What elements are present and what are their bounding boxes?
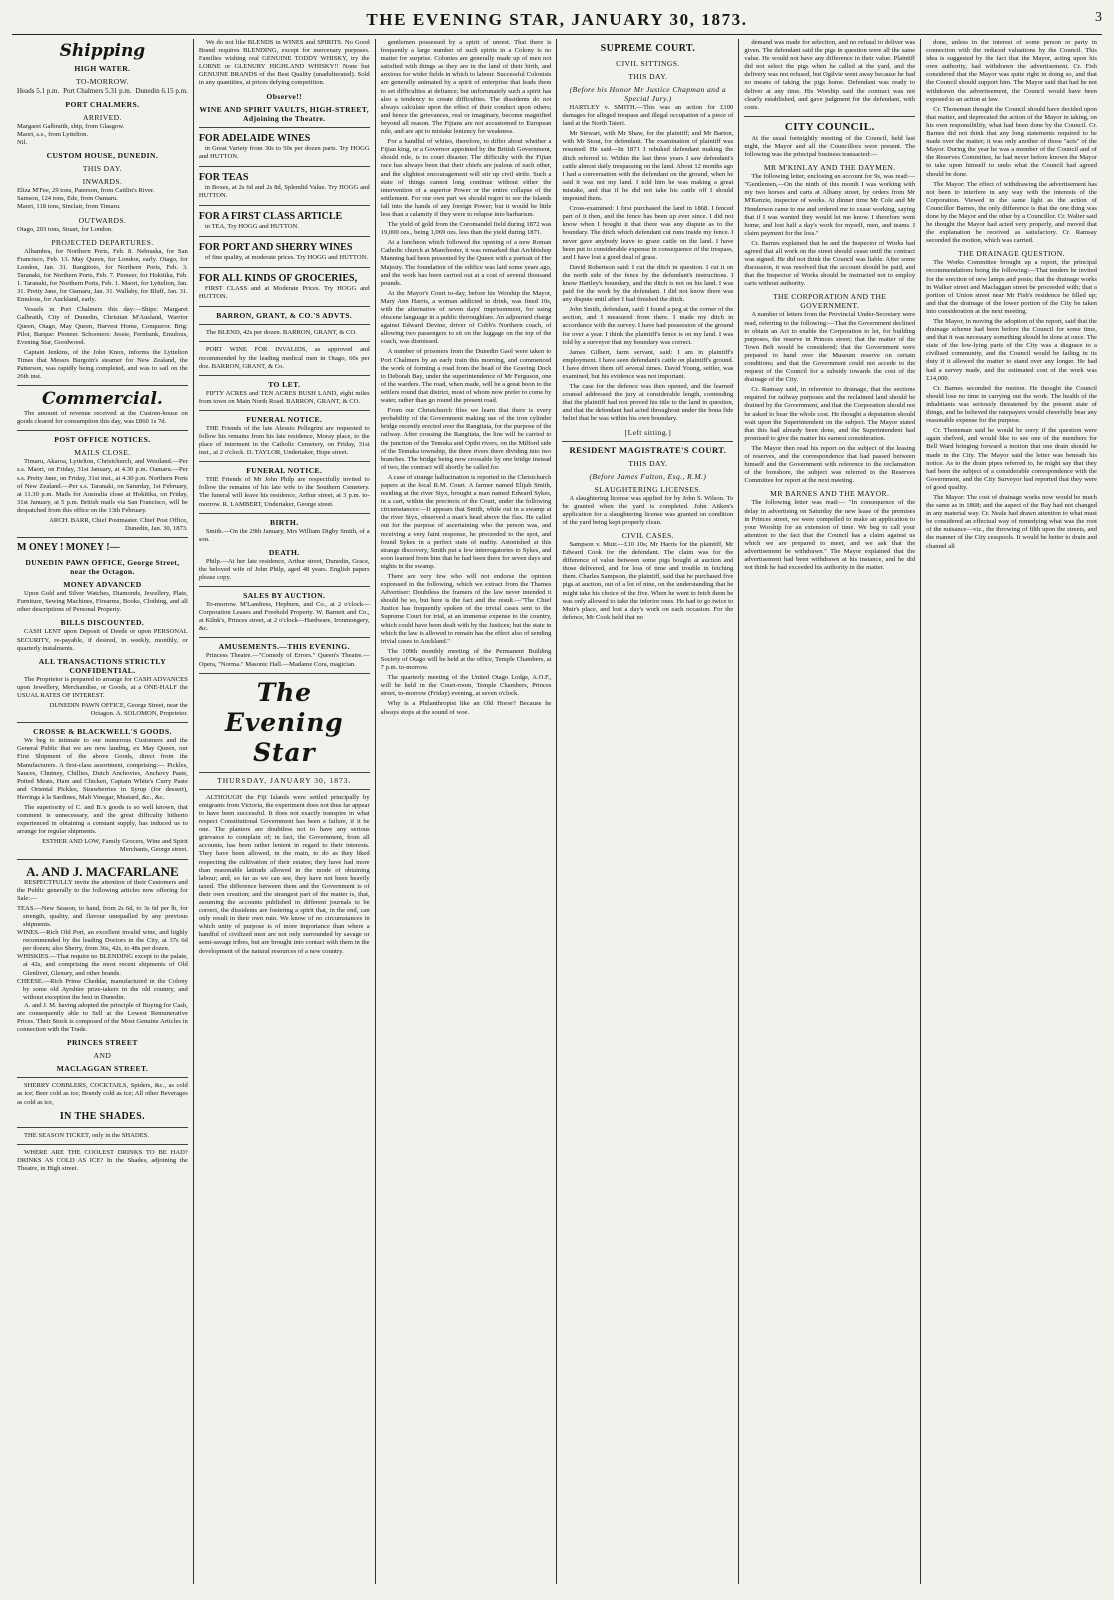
outwards-item: Otago, 203 tons, Stuart, for London. xyxy=(17,225,113,233)
article-text: The Mayor: The cost of drainage works now would be much the same as in 1868; and the aspect of the Bay had not changed in any material way. Cr. Neale had drawn attention to what must be considered an effectual way of remedying what was the root of the nuisance—viz., the throwing of filth upon the streets, and the manner of the City cesspools. It would be better to drain and channel all xyxy=(926,493,1097,550)
drainage-label: THE DRAINAGE QUESTION. xyxy=(958,249,1065,259)
shades-heading: IN THE SHADES. xyxy=(59,1110,145,1122)
article-text: John Smith, defendant, said: I found a peg at the corner of the section, and I measured from there. I made my ditch in accordance with the survey. I have had possession of the ground for over a year. I think the plaintiff's fence is on my land. I was told by a surveyor that my boundary was correct. xyxy=(562,306,734,346)
columns xyxy=(12,39,1102,1584)
column-1 xyxy=(12,39,194,1584)
hogg-ad xyxy=(199,241,370,263)
masthead-title: THE EVENING STAR, JANUARY 30, 1873. xyxy=(366,10,748,29)
rmc-heading: RESIDENT MAGISTRATE'S COURT. xyxy=(569,444,727,455)
hogg-text: We do not like BLENDS in WINES and SPIRITS. No Good Brand requires BLENDING, except for mercenary purposes. Families wishing real GENUINE TODDY WHISKY, try the LORNE or GLENURY HIGHLAND WHISKY!! None but GENUINE BRANDS of the Best Quality (unadulterated). Sold in any quantities, at prices defying competition. xyxy=(198,39,370,87)
inwards-item: Maori, 118 tons, Sinclair, from Timaru. xyxy=(17,203,121,211)
civil-sittings-label: CIVIL SITTINGS. xyxy=(616,59,680,68)
custom-house-heading: CUSTOM HOUSE, DUNEDIN. xyxy=(46,151,159,161)
ad-body: of fine quality, at moderate prices. Try HOGG and HUTTON. xyxy=(204,254,368,262)
hogg-ad xyxy=(199,210,370,232)
divider xyxy=(199,127,370,128)
article-text: The following letter, enclosing an account for 9s, was read:— "Gentlemen,—On the ninth of this month I was working with my two horses and carts at Albany street, by orders from Mr M'Kenzie, inspector of works. At dinner time Mr Cole and Mr Henderson came to me and ordered me to cease working, saying that if I was wanted they would let me know. I therefore went home, and lost half a day's work for myself, men, and teams. I claim payment for the loss." xyxy=(744,173,916,237)
page-number: 3 xyxy=(1095,10,1102,25)
council-intro: At the usual fortnightly meeting of the Council, held last night, the Mayor and all the Councillors were present. The following was the principal business transacted:— xyxy=(744,134,916,159)
article-text: Cr. Thoneman said he would be sorry if the question were again shelved, and would like to see one of the members for Bell Ward bringing forward a motion that one drain should be made in the City. The Mayor said the letter was beneath his notice. As to the drain pipes referred to, he might say that they had been the subject of a considerable correspondence with the Government, and the City Surveyor had reported that they were of good quality. xyxy=(926,427,1097,491)
macfarlane-text: RESPECTFULLY invite the attention of their Customers and the Public generally to the following articles now offering for Sale:— xyxy=(17,878,188,902)
article-text: The Mayor: The effect of withdrawing the advertisement has not been to interfere in any way with the interests of the Corporation. Viewed in the same light as the action of Councillor Barnes, the only difference is that the one thing was done by the Mayor and the other by a Councillor. Cr. Walter said he thought the Mayor had acted very properly, and moved that the explanation be received as satisfactory. Cr. Ramsay seconded the motion, which was carried. xyxy=(926,180,1097,245)
city-council-heading: CITY COUNCIL. xyxy=(784,120,875,133)
government-label: THE CORPORATION AND THE GOVERNMENT. xyxy=(772,292,887,311)
maclaggan-street-label: MACLAGGAN STREET. xyxy=(56,1064,149,1074)
sales-text: To-morrow. M'Landress, Hepburn, and Co., at 2 o'clock—Corporation Leases and Freehold Property. W. Barnett and Co., at Kilnk's, Princes street, at 2 o'clock—Hardware, Ironmongery, &c. xyxy=(198,601,370,633)
outwards-label: OUTWARDS. xyxy=(78,215,127,225)
divider xyxy=(744,116,915,117)
ad-heading: FOR ALL KINDS OF GROCERIES, xyxy=(198,273,358,285)
column-4 xyxy=(557,39,739,1584)
divider xyxy=(199,789,370,790)
ad-body: FIRST CLASS and at Moderate Prices. Try HOGG and HUTTON. xyxy=(198,285,370,301)
newspaper-logo: The Evening Star xyxy=(225,677,344,767)
divider xyxy=(17,1127,188,1128)
article-text: The Mayor, in moving the adoption of the report, said that the drainage scheme had been before the Council for some time, and that it was necessary something should be done at once. The state of the low-lying parts of the City was a disgrace to a civilised community, and the Council would be failing in its duty if it allowed the matter to stand over any longer. He had had a survey made, and the estimated cost of the work was £14,000. xyxy=(926,318,1097,382)
divider xyxy=(17,1077,188,1078)
arrivals-list xyxy=(17,123,188,147)
dateline: THURSDAY, JANUARY 30, 1873. xyxy=(217,775,352,785)
article-text: Cr. Thoneman thought the Council should have decided upon that matter, and deprecated the action of the Mayor in taking, on his own responsibility, what had been done by the Council. Cr. Barnes did not think that any long statements required to be made over the matter; it was only another of those "acts" of the Mayor. During the year he was a member of the Council and of the Reserves Committee, he had never before known the Mayor to take upon himself to undo what the Council had agreed should be done. xyxy=(926,105,1097,178)
shipping-heading: Shipping xyxy=(59,41,146,61)
article-text: The following letter was read:— "In consequence of the delay in advertising on Saturday the new lease of the premises in Princes street, we were compelled to make an application to your Worship for an extension of time. We beg to call your attention to the fact that the Council has a claim against us which we are prepared to meet, and we ask that the advertisement be withdrawn." The Mayor explained that the advertisement had been withdrawn at his instance, and he did not think he had exceeded his authority in the matter. xyxy=(744,499,916,572)
wine-vaults-label: WINE AND SPIRIT VAULTS, HIGH-STREET, Adjoining the Theatre. xyxy=(199,104,370,123)
article-text: The Mayor then read his report on the subject of the leasing of reserves, and the correspondence that had passed between himself and the Government with reference to the reclamation of the foreshore, the subject was referred to the Reserves Committee for report at the next meeting. xyxy=(744,444,916,485)
rmc-before-label: (Before James Fulton, Esq., R.M.) xyxy=(589,471,707,481)
hogg-ad xyxy=(199,132,370,162)
projected-label: PROJECTED DEPARTURES. xyxy=(51,237,154,247)
inwards-item: Eliza M'Fee, 29 tons, Paterson, from Caitlin's River. xyxy=(17,187,155,195)
proprietor-text: The Proprietor is prepared to arrange for CASH ADVANCES upon Jewellery, Merchandise, or Goods, at a ONE-HALF the USUAL RATES OF INTEREST. xyxy=(17,675,188,699)
divider xyxy=(17,537,188,538)
this-day-label: THIS DAY. xyxy=(82,164,122,174)
funeral-heading: FUNERAL NOTICE. xyxy=(246,414,323,424)
notice-text: Captain Jenkins, of the John Knox, informs the Lyttelton Times that Messrs Burgoin's steamer for New Zealand, the Patterson, was rapidly being completed, and was to sail on the 26th inst. xyxy=(17,348,188,381)
tide-heads: Heads 5.1 p.m. xyxy=(17,87,60,95)
divider xyxy=(199,236,370,237)
divider xyxy=(562,441,733,442)
article-text: done, unless in the interest of some person or party in connection with the reduced valuations by the Council. This idea is suggested by the fact that the Mayor, acting upon his own authority, had withdrawn the advertisement. Cr. Fish considered that the Mayor was quite right in doing so, and that the Council should support him. The Mayor said that had he not withdrawn the advertisement, the Council would have been exposed to an action at law. xyxy=(926,39,1097,103)
slaughter-label: SLAUGHTERING LICENSES. xyxy=(594,484,702,494)
divider xyxy=(17,859,188,860)
macfarlane-items xyxy=(17,905,188,1002)
money-advanced-label: MONEY ADVANCED xyxy=(63,580,142,590)
death-text: Philp.—At her late residence, Arthur street, Dunedin, Grace, the beloved wife of John Philp, aged 48 years. English papers please copy. xyxy=(198,557,370,581)
article-text: gentlemen possessed by a spirit of unrest. That there is frequently a large number of such spirits in a Colony is no matter for surprise. Colonies are generally made up of men not satisfied with things as they are in the land of their birth, and anxious for wider fields in which to labour. Successful Colonists are generally animated by a spirit of enterprise that leads them to set difficulties at defiance; but unfortunately such a spirit has also a tendency to create difficulties. The dissidents do not always calculate upon the effect of their conduct upon others; and hence the grievances, real or imaginary, become magnified beyond all reason. The Fijians are not accustomed to European rule, and are apt to mistake leniency for weakness. xyxy=(380,39,552,136)
article-text: Cr. Ramsay said, in reference to drainage, that the sections required for railway purposes and the reclaimed land should be drained by the Government, and that the Corporation should not be asked to bear the whole cost. He thought a deputation should wait upon the Superintendent on the subject. The Mayor stated that this had already been done, and the Superintendent had promised to give the matter his earnest consideration. xyxy=(744,386,916,442)
article-text: There are very few who will not endorse the opinion expressed in the following, which we extract from the Thames Advertiser: Doubtless the framers of the law never intended it should be so, but here is the fact and the result.—"The Chief Justice has frequently spoken of the trivial cases sent to the Supreme Court for trial, at an immense expense to the country, which could have been dealt with by the Justices; but the state in which the law is allowed to remain has the effect also of sending trivial cases to Auckland." xyxy=(380,573,552,645)
divider xyxy=(199,461,370,462)
pawn-office-label: DUNEDIN PAWN OFFICE, George Street, near the Octagon. xyxy=(25,558,180,577)
commercial-text: The amount of revenue received at the Custom-house on goods cleared for consumption this day, was £860 1s 7d. xyxy=(17,410,188,426)
article-text: A number of prisoners from the Dunedin Gaol were taken to Port Chalmers by an early train this morning, and commenced the work of forming a road from the head of the Graving Dock to Deborah Bay, under the superintendence of Mr Ferguson, one of the warders. The road, when made, will be a great boon to the settlers round that district, most of whom now prefer to come by water, rather than go round the present road. xyxy=(380,348,552,405)
article-text: James Gilbert, farm servant, said: I am in plaintiff's employment. I have seen defendant's cattle on plaintiff's ground. I have driven them off several times. David Young, settler, was examined, but his evidence was not important. xyxy=(562,348,734,380)
article-text: Mr Stewart, with Mr Shaw, for the plaintiff; and Mr Barton, with Mr Stout, for defendant. The examination of plaintiff was resumed: He said—In 1871 I rebuked defendant making the ditch referred to. Within the last three years I saw defendant's cattle almost daily trespassing on the land. About 12 months ago I had a conversation with the defendant on the ground, when he said it was not my land. I told him he was making a great mistake, and that if he did not take his cattle off I should impound them. xyxy=(562,130,734,203)
funeral-text: THE Friends of Mr John Philp are respectfully invited to follow the remains of his late wife to the Southern Cemetery. The funeral will leave his residence, Arthur street, at 3 p.m. to-morrow. R. LAMBERT, Undertaker, George street. xyxy=(198,476,370,508)
divider xyxy=(199,586,370,587)
macfarlane-text-2: A. and J. M. having adopted the principle of Buying for Cash, are consequently able to Sell at the Lowest Remunerative Prices. Their Stock is composed of the Most Genuine Articles in connection with the Trade. xyxy=(17,1001,188,1034)
rmc-day-label: THIS DAY. xyxy=(628,458,668,468)
ad-heading: FOR A FIRST CLASS ARTICLE xyxy=(198,210,343,222)
macfarlane-item: WINES.—Rich Old Port, an excellent invalid wine, and highly recommended by the leading Doctors in the City, at 37s 6d per dozen; also Sherry, from 36s, 42s, to 48s per dozen. xyxy=(17,929,188,953)
pawn-signature: DUNEDIN PAWN OFFICE, George Street, near the Octagon. A. SOLOMON, Proprietor. xyxy=(49,702,188,718)
post-signature: ARCH. BARR, Chief Postmaster. Chief Post Office, Dunedin, Jan. 30, 1873. xyxy=(49,517,188,533)
season-text: THE SEASON TICKET, only in the SHADES. xyxy=(24,1131,150,1139)
ad-heading: FOR ADELAIDE WINES xyxy=(198,132,311,144)
amusements-heading: AMUSEMENTS.—THIS EVENING. xyxy=(218,642,350,652)
macfarlane-heading: A. AND J. MACFARLANE xyxy=(26,863,179,879)
sales-heading: SALES BY AUCTION. xyxy=(243,591,326,601)
supreme-court-heading: SUPREME COURT. xyxy=(600,43,696,54)
article-text: The 109th monthly meeting of the Permanent Building Society of Otago will be held at the office, Temple Chambers, at 7 p.m. to-morrow. xyxy=(380,647,552,672)
article-text: The Works Committee brought up a report, the principal recommendations being the following:—That tenders be invited for the erection of new lamps and posts; that the drainage works in Walker street and Maclaggan street be proceeded with; that a portion of Union street near Mr Fish's residence be filled up; and that the drainage of the lower portion of the City be taken into consideration at the next meeting. xyxy=(926,259,1097,315)
divider xyxy=(199,205,370,206)
crosse-text-2: The superiority of C. and B.'s goods is so well known, that comment is unnecessary, and the great difficulty hitherto experienced in obtaining a constant supply, has induced us to arrange for regular shipments. xyxy=(17,803,188,836)
article-text: For a handful of whites, therefore, to differ about whether a Fijian king, or a Governor appointed by the British Government, should rule, is to court disaster. The difficulty with the Fijian race has always been that their chiefs are jealous of each other, and the slightest encouragement will stir up civil strife. Such a state of things cannot long continue without either the intervention of a superior Power or the entire collapse of the settlement. For our own part we should regret to see the Islands fall into the hands of any foreign Power; but it would be little less than a calamity if they were to relapse into barbarism. xyxy=(380,138,552,218)
article-text: At a luncheon which followed the opening of a new Roman Catholic church at Manchester, it was remarked that Archbishop Manning had been presented by the Queen with a portrait of Her Majesty. The foundation of the edifice was laid some years ago, and the work has been carried out at a cost of several thousand pounds. xyxy=(380,239,552,287)
article-text: Cross-examined: I first purchased the land in 1868. I fenced part of it then, and the fence has been up ever since. I did not know when I bought it that there was any dispute as to the boundary. The ditch which defendant cut runs inside my fence. I never gave anybody leave to graze cattle on the land. I have been put to considerable expense in consequence of the trespass, and I have lost a good deal of grass. xyxy=(562,205,734,261)
funeral-text: THE Friends of the late Alessio Pellegrini are requested to follow his remains from his late residence, Moray place, to the place of interment in the Catholic Cemetery, on Friday, 31st inst., at 2 o'clock. D. TAYLOR, Undertaker, Hope street. xyxy=(198,424,370,457)
column-5 xyxy=(739,39,921,1584)
divider xyxy=(199,324,370,325)
high-water-heading: HIGH WATER. xyxy=(74,64,131,73)
commercial-heading: Commercial. xyxy=(42,389,163,410)
crosse-text: We beg to intimate to our numerous Customers and the General Public that we are now landing, ex May Queen, our First Shipment of the above Goods, direct from the Manufacturers. A first-class assortment, comprising:— Pickles, Sauces, Chutney, Chillies, Dutch Anchovies, Anchovy Paste, Potted Meats, Ham and Chicken, Captain White's Curry Paste and Oriental Pickles, Strawberries in Syrup (for dessert), Herrings à la Sardines, Malt Vinegar, Mustard, &c., &c. xyxy=(17,737,188,801)
amusements-text: Princess Theatre.—"Comedy of Errors." Queen's Theatre.—Opera, "Norma." Masonic Hall.—Madame Cora, magician. xyxy=(198,652,370,668)
inwards-item: Samson, 124 tons, Ede, from Oamaru. xyxy=(17,195,118,203)
leader-text: ALTHOUGH the Fiji Islands were settled principally by emigrants from Victoria, the experiment does not thus far appear to have been successful. It does not exactly transpire in what respect Constitutional Government has been a failure, if it be one. The planters are doubtless not to have any serious grievance to complain of; in fact, the Government, from all accounts, has been rather lenient in regard to their interests. They have been allowed, in the main, to do as they liked respecting the cultivation of their estates; they have had more than reasonable latitude allowed in the mode of obtaining labour; and, so far as we can see, they have not been heavily taxed. The difference between them and the Government is of their own creation; and the strangest part of the matter is, that, assuming the accounts published in different journals to be correct, the dissidents are fostering a spirit that, in the end, can only result in their own ruin. We know of no circumstances in which unity of purpose is of more importance than where a handful of civilized men are not only surrounded by savage or semi-savage tribes, but are brought into contact with them in the development of the natural resources of a new country. xyxy=(198,793,370,955)
tide-port-chalmers: Port Chalmers 5.31 p.m. xyxy=(63,87,132,95)
slaughter-text: A slaughtering license was applied for by John S. Wilson. To be granted when the yard is completed. John Aitken's application for a slaughtering license was granted on condition of the yard being kept properly clean. xyxy=(562,494,734,526)
civil-cases-label: CIVIL CASES. xyxy=(621,530,674,540)
macfarlane-item: TEAS.—New Season, to hand, from 2s 6d, to 3s 6d per lb, for strength, quality, and flavour unequalled by any previous shipments. xyxy=(17,904,188,928)
daymen-label: MR M'KINLAY AND THE DAYMEN. xyxy=(763,163,896,173)
before-label: (Before his Honor Mr Justice Chapman and a Special Jury.) xyxy=(569,85,727,103)
cash-text: CASH LENT upon Deposit of Deeds or upon PERSONAL SECURITY, re-payable, if desired, in weekly, monthly, or quarterly instalments. xyxy=(17,628,188,652)
divider xyxy=(199,306,370,307)
arrived-label: ARRIVED. xyxy=(82,113,122,122)
column-3 xyxy=(376,39,558,1584)
article-text: From our Christchurch files we learn that there is every probability of the Government making use of the iron cylinder bridge recently erected over the Rangitata, for the purpose of the railway. After crossing the Rangitata, the line will be carried to the junction of the Temuka and Opihi rivers, on the Milford side of the Temuka township, the three rivers there dividing into two branches. The bridge being now crossable by one bridge instead of two, the contract will shortly be called for. xyxy=(380,407,552,471)
article-text: David Robertson said: I cut the ditch in question. I cut it on the north side of the fence by the defendant's instructions. I know Hartley's boundary, and the ditch is not on his land. I was paid for the work by the defendant. I did not know there was any dispute until after I had finished the ditch. xyxy=(562,263,734,304)
article-text: Cr. Barnes explained that he and the Inspector of Works had agreed that all work on the street should cease until the contract was signed. He did not think the Council was liable. After some discussion, it was resolved that the account should be paid, and that the Inspector of Works should be instructed not to employ carts without authority. xyxy=(744,239,916,288)
divider xyxy=(199,513,370,514)
left-sitting-label: [Left sitting.] xyxy=(624,427,672,437)
observe-label: Observe!! xyxy=(266,91,303,101)
divider xyxy=(199,375,370,376)
post-text: Timaru, Akaroa, Lyttelton, Christchurch, and Westland.—Per s.s. Maori, on Friday, 31st January, at 4.30 p.m. Oamaru.—Per s.s. Pretty Jane, on Friday, 31st inst., at 4.30 p.m. Northern Ports of New Zealand.—Per s.s. Taranaki, on Saturday, 1st February, at 11.30 p.m. Mails for Australia close at Hokitika, on Friday, 31st January, at 5 p.m. British mails via San Francisco, will be despatched from this office on the 13th February. xyxy=(17,458,188,514)
arrival-item: Nil. xyxy=(17,139,28,147)
case-text: HARTLEY v. SMITH.—This was an action for £100 damages for alleged trespass and illegal occupation of a piece of land at the North Taieri. xyxy=(562,104,734,128)
ad-heading: FOR PORT AND SHERRY WINES xyxy=(198,242,353,254)
hogg-ad xyxy=(199,272,370,302)
civil-text: Sampson v. Muir.—£10 10s; Mr Harris for the plaintiff, Mr Edward Cook for the defendant. The claim was for the difference of value between some pigs bought at auction and those delivered, and for loss of time and trouble in fetching them. Charles Sampson, the plaintiff, said that he purchased five pigs at auction, out of a lot of nine, on the understanding that he might take his choice of the five. When he went to fetch them he was only allowed to take the inferior ones. He had to go twice to Muir's place, and lost a day's work on each occasion. For the defence, Mr Cook held that no xyxy=(562,540,734,621)
vessels-text: Vessels in Port Chalmers this day:—Ships: Margaret Galbraith, City of Dunedin, Christian M'Ausland, Warrior Queen, Otago, May Queen, Harvest Home, Conqueror. Brig: Pilot, Barque: Pioneer. Schooners: Jessie, Fernbank, Emulous, Evening Star, Goodwood. xyxy=(17,306,188,346)
blend-text: The BLEND, 42s per dozen. BARRON, GRANT, & CO. xyxy=(205,329,357,337)
crosse-heading: CROSSE & BLACKWELL'S GOODS. xyxy=(33,727,172,737)
birth-text: Smith.—On the 29th January, Mrs William Digby Smith, of a son. xyxy=(198,527,370,543)
divider xyxy=(199,341,370,342)
article-text: The case for the defence was then opened, and the learned counsel addressed the jury at considerable length, contending that the plaintiff had not proved his title to the land in question, and that the defendant had acted throughout under the bona fide belief that he was within his own boundary. xyxy=(562,383,734,423)
hogg-ad xyxy=(199,171,370,201)
divider xyxy=(199,166,370,167)
arrival-item: Margaret Galbraith, ship, from Glasgow. xyxy=(17,123,125,130)
inwards-label: INWARDS. xyxy=(82,177,123,187)
ad-body: in Boxes, at 2s 6d and 2s 8d, Splendid Value. Try HOGG and HUTTON. xyxy=(198,183,370,199)
article-text: demand was made for selection, and no refusal to deliver was given. The defendant said the pigs in question were all the same value. He would not have any difference in their value. Plaintiff did not select the pigs when he called at the yard, and the delivery was not refused, but Ogilvie went away because he had no means of taking the pigs home. Defendant was ready to deliver at any time. His Worship said the contract was not clearly established, and gave judgment for the defendant, with costs. xyxy=(744,39,916,111)
divider xyxy=(199,410,370,411)
projected-text: Alhambra, for Northern Ports, Feb. 8. Nebraska, for San Francisco, Feb. 13. May Queen, for London, early. Otago, for London, Jan. 31. Rangitoto, for Northern Ports, Feb. 3. Taranaki, for Northern Ports, Feb. 7. Pioneer, for Hokitika, Feb. 1. Taranaki, for Northern Ports, Feb. 1. Maori, for Lyttelton, Jan. 31. Pretty Jane, for Oamaru, Jan. 31. Wallaby, for Bluff, Jan. 31. Emulous, for Auckland, early. xyxy=(17,247,188,304)
article-text: A number of letters from the Provincial Under-Secretary were read, referring to the following:—That the Government declined to obtain an Act to enable the Corporation to let, for building purposes, the reserve in Princes street; that the matter of the Town Belt would be considered; that the Government were prepared to hand over the Museum reserve on certain conditions; and that the Government could not accede to the request of the Council for a subsidy towards the cost of the drainage of the City. xyxy=(744,311,916,384)
article-text: A case of strange hallucination is reported in the Christchurch papers at the local R.M. Court. A farmer named Elijah Smith, residing at the river Styx, brought a man named Edward Sykes, in a cart, within the precincts of the Court, under the following circumstances:—It appears that Smith, while out in a swamp at the river Styx, observed a man's head above the flax. He called out for the purpose of ascertaining who the person was, and receiving a very faint response, he proceeded to the spot, and found Sykes in a perfect state of nudity. Astonished at this strange discovery, Smith put a few interrogatories to Sykes, and soon learned from him that he had been there for seven days and nights in the swamp. xyxy=(380,473,552,570)
sherry-text: SHERRY COBBLERS, COCKTAILS, Spiders, &c., as cold as ice; Beer cold as ice; Brandy cold as ice; All other Beverages as cold as ice, xyxy=(17,1082,188,1106)
outwards-list xyxy=(17,226,188,234)
tide-dunedin: Dunedin 6.15 p.m. xyxy=(135,87,188,95)
mails-close-label: MAILS CLOSE. xyxy=(74,448,131,458)
port-wine-text: PORT WINE FOR INVALIDS, as approved and recommended by the leading medical men in Otago, 60s per doz. BARRON, GRANT, & Co. xyxy=(198,346,370,370)
all-transactions-label: ALL TRANSACTIONS STRICTLY CONFIDENTIAL. xyxy=(38,656,167,675)
death-heading: DEATH. xyxy=(268,547,300,557)
macfarlane-item: WHISKIES.—That require no BLENDING except to the palate, at 42s, and comprising the most recent shipments of Old Glenlivet, Glenury, and other brands. xyxy=(17,953,188,977)
ad-body: in Great Variety from 30s to 50s per dozen parts. Try HOGG and HUTTON. xyxy=(198,144,370,160)
port-chalmers-heading: PORT CHALMERS. xyxy=(65,100,140,109)
inwards-list xyxy=(17,187,188,211)
esther-signature: ESTHER AND LOW, Family Grocers, Wine and Spirit Merchants, George street. xyxy=(42,838,188,854)
newspaper-page xyxy=(12,8,1102,1584)
masthead xyxy=(12,8,1102,35)
column-2 xyxy=(194,39,376,1584)
ad-body: in TEA, Try HOGG and HUTTON. xyxy=(204,222,299,230)
to-morrow-label: TO-MORROW. xyxy=(76,77,129,86)
divider xyxy=(17,722,188,723)
article-text: Cr. Barnes seconded the motion. He thought the Council should lose no time in carrying out the work. The health of the inhabitants was seriously threatened by the present state of things, and he believed the ratepayers would cheerfully bear any reasonable expense for the purpose. xyxy=(926,384,1097,425)
article-text: Why is a Philanthropist like an Old Horse? Because he always stops at the sound of woe. xyxy=(380,700,552,716)
article-text: At the Mayor's Court to-day, before his Worship the Mayor, Mary Ann Harris, a woman addicted to drink, was fined 10s, with the alternative of seven days' imprisonment, for using obscene language in a public thoroughfare. An adjourned charge against Edward Devine, driver of Cobb's Northern coach, of allowing two passengers to sit on the luggage on the top of the coach, was dismissed. xyxy=(380,289,552,346)
fifty-acres-text: FIFTY ACRES and TEN ACRES BUSH LAND, eight miles from town on Main North Road. BARRON, GRANT, & CO. xyxy=(198,389,370,405)
divider xyxy=(17,1144,188,1145)
money-text: Upon Gold and Silver Watches, Diamonds, Jewellery, Plate, Furniture, Sewing Machines, Firearms, Books, Clothing, and all other descriptions of Personal Property. xyxy=(17,590,188,614)
divider xyxy=(199,637,370,638)
post-office-heading: POST OFFICE NOTICES. xyxy=(54,435,151,445)
arrival-item: Maori, s.s., from Lyttelton. xyxy=(17,131,89,139)
to-let-heading: TO LET. xyxy=(268,379,301,389)
column-6 xyxy=(921,39,1102,1584)
article-text: The yield of gold from the Coromandel field during 1872 was 19,000 ozs., being 1,069 ozs. less than the yield during 1871. xyxy=(380,221,552,237)
divider xyxy=(17,430,188,431)
misc-label: MR BARNES AND THE MAYOR. xyxy=(770,489,890,499)
princes-street-label: PRINCES STREET xyxy=(67,1038,138,1048)
this-day-label: THIS DAY. xyxy=(628,72,668,81)
divider xyxy=(199,772,370,773)
article-text: The quarterly meeting of the United Otago Lodge, A.O.F., will be held in the Court-room, Temple Chambers, Princes street, to-morrow (Friday) evening, at seven o'clock. xyxy=(380,674,552,698)
divider xyxy=(199,267,370,268)
divider xyxy=(17,385,188,386)
tide-table xyxy=(17,87,188,96)
money-heading: M ONEY ! MONEY !— xyxy=(17,542,120,554)
and-label: AND xyxy=(93,1051,112,1061)
divider xyxy=(199,673,370,674)
birth-heading: BIRTH. xyxy=(269,517,299,527)
funeral-heading: FUNERAL NOTICE. xyxy=(246,466,323,476)
ad-heading: FOR TEAS xyxy=(198,171,249,183)
where-text: WHERE ARE THE COOLEST DRINKS TO BE HAD? DRINKS AS COLD AS ICE? In the Shades, adjoining the Theatre, in High street. xyxy=(17,1148,188,1172)
bills-label: BILLS DISCOUNTED. xyxy=(60,618,145,628)
macfarlane-item: CHEESE.—Rich Prime Cheddar, manufactured in the Colony by some old Ayrshire prize-takers in the old country, and without exception the best in Dunedin. xyxy=(17,977,188,1001)
barron-heading: BARRON, GRANT, & CO.'S ADVTS. xyxy=(216,311,353,321)
